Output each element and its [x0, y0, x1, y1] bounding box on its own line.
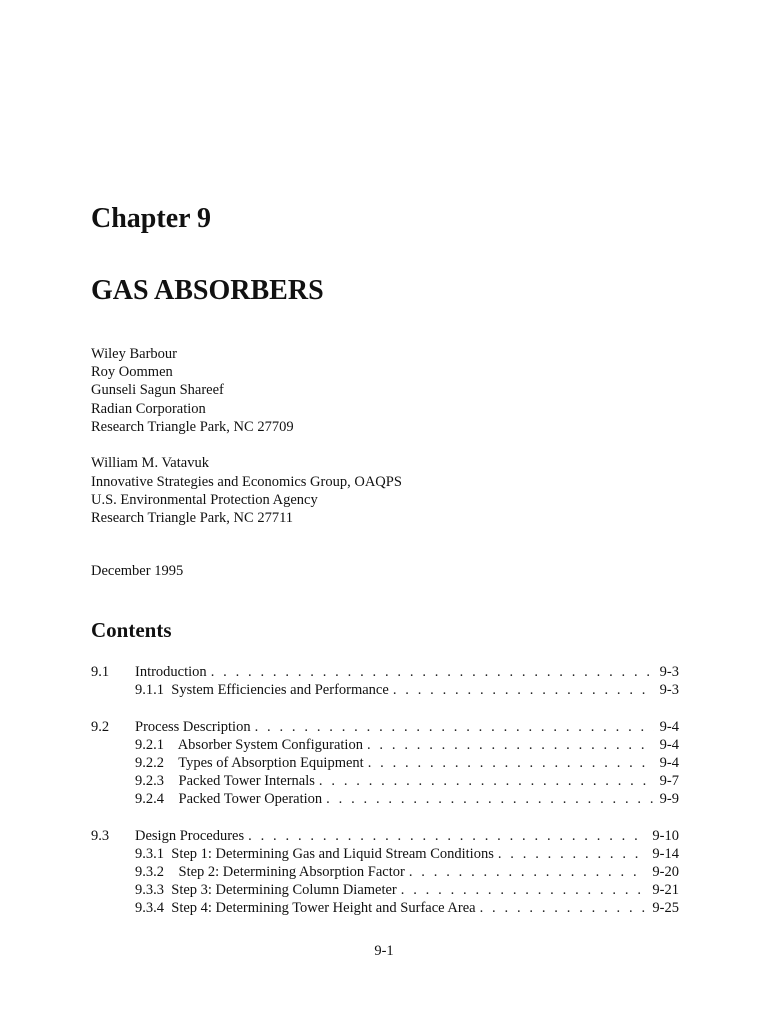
- chapter-title: GAS ABSORBERS: [91, 275, 324, 306]
- toc-section-number: 9.3: [91, 827, 110, 844]
- toc-label: Design Procedures: [135, 827, 245, 844]
- toc-label: Introduction: [135, 664, 207, 680]
- toc-page: 9-25: [652, 900, 679, 917]
- toc-label: 9.3.1 Step 1: Determining Gas and Liquid Stream Conditions: [135, 845, 494, 862]
- author-line: Wiley Barbour: [91, 346, 177, 362]
- author-line: Research Triangle Park, NC 27711: [91, 510, 294, 527]
- author-block: [91, 345, 402, 527]
- toc-entry[interactable]: [91, 827, 679, 845]
- toc-entry[interactable]: [91, 881, 679, 899]
- toc-label: 9.2.4 Packed Tower Operation: [135, 791, 323, 808]
- toc-entry[interactable]: [91, 718, 679, 736]
- toc-page: 9-3: [659, 682, 679, 699]
- toc-entry[interactable]: [91, 772, 679, 790]
- author-line: Research Triangle Park, NC 27709: [91, 418, 294, 435]
- toc-page: 9-7: [659, 773, 679, 790]
- toc-entry[interactable]: [91, 790, 679, 808]
- author-line: Roy Oommen: [91, 364, 173, 381]
- toc-label: 9.1.1 System Efficiencies and Performance: [135, 682, 389, 699]
- author-line: U.S. Environmental Protection Agency: [91, 491, 318, 508]
- page-number: 9-1: [374, 943, 394, 959]
- toc-page: 9-4: [659, 754, 679, 771]
- toc-label: 9.2.1 Absorber System Configuration: [135, 736, 363, 753]
- publication-date: December 1995: [91, 563, 184, 579]
- toc-section-number: 9.1: [91, 664, 110, 680]
- toc-entry[interactable]: [91, 863, 679, 881]
- contents-heading: Contents: [91, 618, 172, 642]
- toc-label: 9.3.2 Step 2: Determining Absorption Factor: [135, 864, 405, 881]
- toc-page: 9-3: [659, 664, 679, 680]
- chapter-heading: Chapter 9: [91, 203, 212, 234]
- toc-entry[interactable]: [91, 754, 679, 772]
- toc-entry[interactable]: [91, 845, 679, 863]
- toc-entry[interactable]: [91, 663, 679, 681]
- author-line: Radian Corporation: [91, 400, 206, 417]
- toc-page: 9-4: [659, 718, 679, 735]
- toc-page: 9-9: [659, 791, 679, 808]
- toc-page: 9-14: [652, 845, 679, 862]
- toc-label: Process Description: [135, 718, 251, 735]
- table-of-contents: [91, 663, 679, 918]
- toc-page: 9-4: [659, 736, 679, 753]
- toc-label: 9.3.4 Step 4: Determining Tower Height and Surface Area: [135, 900, 476, 917]
- toc-page: 9-21: [652, 882, 679, 899]
- toc-entry[interactable]: [91, 681, 679, 699]
- author-line: Gunseli Sagun Shareef: [91, 382, 224, 399]
- toc-label: 9.2.3 Packed Tower Internals: [135, 773, 315, 790]
- toc-label: 9.3.3 Step 3: Determining Column Diameter: [135, 882, 397, 899]
- author-line: Innovative Strategies and Economics Group, OAQPS: [91, 473, 402, 490]
- toc-label: 9.2.2 Types of Absorption Equipment: [135, 754, 364, 771]
- toc-page: 9-10: [652, 827, 679, 844]
- toc-entry[interactable]: [91, 899, 679, 917]
- toc-section-number: 9.2: [91, 718, 110, 735]
- toc-entry[interactable]: [91, 736, 679, 754]
- author-line: William M. Vatavuk: [91, 455, 209, 472]
- toc-page: 9-20: [652, 864, 679, 881]
